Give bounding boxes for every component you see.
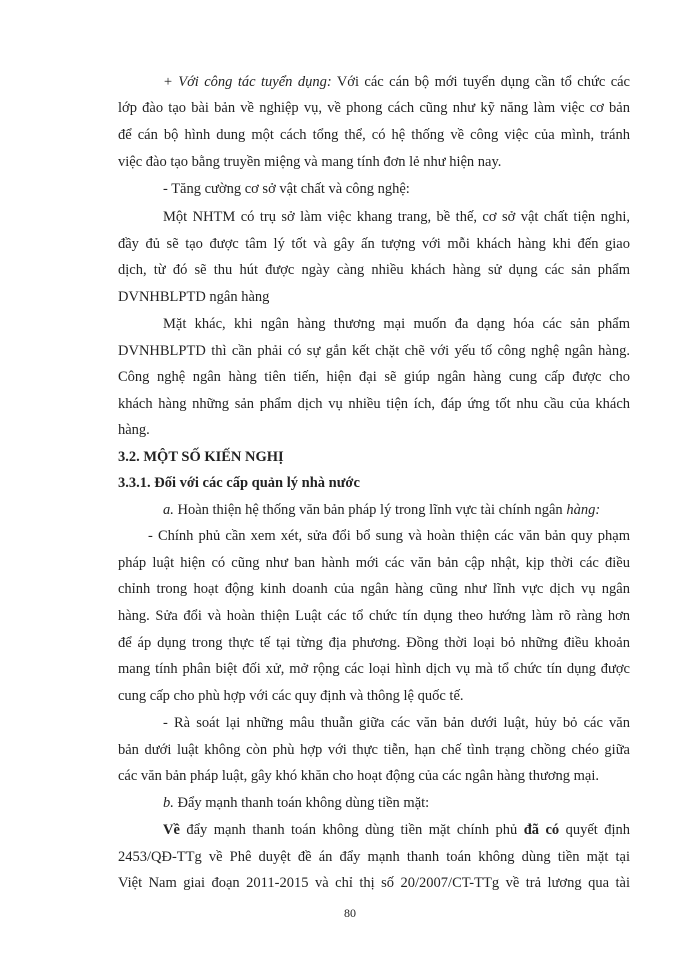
bullet-infrastructure: - Tăng cường cơ sở vật chất và công nghệ: <box>163 181 410 197</box>
para-recruitment-line-2: lớp đào tạo bài bản về nghiệp vụ, về phong cách cũng như kỹ năng làm việc cơ bản <box>118 100 630 116</box>
section-heading-3-2: 3.2. MỘT SỐ KIẾN NGHỊ <box>118 449 284 465</box>
para-legal-line-2: pháp luật hiện có cũng như ban hành mới các văn bản cập nhật, kịp thời các điều <box>118 555 630 571</box>
para-infrastructure-line-1: Một NHTM có trụ sở làm việc khang trang, bề thế, cơ sở vật chất tiện nghi, <box>163 209 630 225</box>
para-technology-line-5: hàng. <box>118 422 150 438</box>
para-review-line-2: bản dưới luật không còn phù hợp với thực tiễn, hạn chế tình trạng chồng chéo giữa <box>118 742 630 758</box>
para-review-line-1: - Rà soát lại những mâu thuẫn giữa các văn bản dưới luật, hủy bỏ các văn <box>163 715 630 731</box>
para-cashless-line-2: 2453/QĐ-TTg về Phê duyệt đề án đẩy mạnh thanh toán không dùng tiền mặt tại <box>118 849 630 865</box>
para-cashless-line-1: Về đẩy mạnh thanh toán không dùng tiền mặt chính phủ đã có quyết định <box>163 822 630 838</box>
para-cashless-line-3: Việt Nam giai đoạn 2011-2015 và chỉ thị số 20/2007/CT-TTg về trả lương qua tài <box>118 875 630 891</box>
recruitment-label: + Với công tác tuyển dụng: <box>163 74 332 90</box>
section-heading-3-3-1: 3.3.1. Đối với các cấp quản lý nhà nước <box>118 475 360 491</box>
para-technology-line-4: khách hàng những sản phẩm dịch vụ nhiều tiện ích, đáp ứng tốt nhu cầu của khách <box>118 396 630 412</box>
para-technology-line-3: Công nghệ ngân hàng tiên tiến, hiện đại sẽ giúp ngân hàng cung cấp được cho <box>118 369 630 385</box>
para-technology-line-1: Mặt khác, khi ngân hàng thương mại muốn đa dạng hóa các sản phẩm <box>163 316 630 332</box>
para-legal-line-5: để áp dụng trong thực tế tại từng địa phương. Đồng thời loại bỏ những điều khoản <box>118 635 630 651</box>
item-b-heading: b. Đẩy mạnh thanh toán không dùng tiền mặt: <box>163 795 430 811</box>
para-infrastructure-line-4: DVNHBLPTD ngân hàng <box>118 289 270 305</box>
para-recruitment-line-4: việc đào tạo bằng truyền miệng và mang tính đơn lẻ như hiện nay. <box>118 154 502 170</box>
para-legal-line-3: chỉnh trong hoạt động kinh doanh của ngân hàng cũng như lĩnh vực dịch vụ ngân <box>118 581 630 597</box>
page-number: 80 <box>344 906 356 920</box>
para-infrastructure-line-2: đầy đủ sẽ tạo được tâm lý tốt và gây ấn tượng với mỗi khách hàng khi đến giao <box>118 236 630 252</box>
para-technology-line-2: DVNHBLPTD thì cần phải có sự gắn kết chặt chẽ với yếu tố công nghệ ngân hàng. <box>118 343 630 359</box>
item-a-heading: a. Hoàn thiện hệ thống văn bản pháp lý trong lĩnh vực tài chính ngân hàng: <box>163 502 601 518</box>
para-review-line-3: các văn bản pháp luật, gây khó khăn cho hoạt động của các ngân hàng thương mại. <box>118 768 599 784</box>
para-legal-line-6: mang tính phân biệt đối xử, mở rộng các loại hình dịch vụ mà tổ chức tín dụng được <box>118 661 630 677</box>
para-recruitment-line-1: + Với công tác tuyển dụng: Với các cán bộ mới tuyển dụng cần tổ chức các <box>163 74 630 90</box>
para-infrastructure-line-3: dịch, từ đó sẽ thu hút được ngày càng nhiều khách hàng sử dụng các sản phẩm <box>118 262 630 278</box>
para-legal-line-1: - Chính phủ cần xem xét, sửa đổi bổ sung và hoàn thiện các văn bản quy phạm <box>148 528 630 544</box>
para-legal-line-4: hàng. Sửa đổi và hoàn thiện Luật các tổ chức tín dụng theo hướng làm rõ ràng hơn <box>118 608 630 624</box>
para-recruitment-line-3: để cán bộ hình dung một cách tổng thể, có hệ thống về công việc của mình, tránh <box>118 127 630 143</box>
para-legal-line-7: cung cấp cho phù hợp với các quy định và thông lệ quốc tế. <box>118 688 464 704</box>
